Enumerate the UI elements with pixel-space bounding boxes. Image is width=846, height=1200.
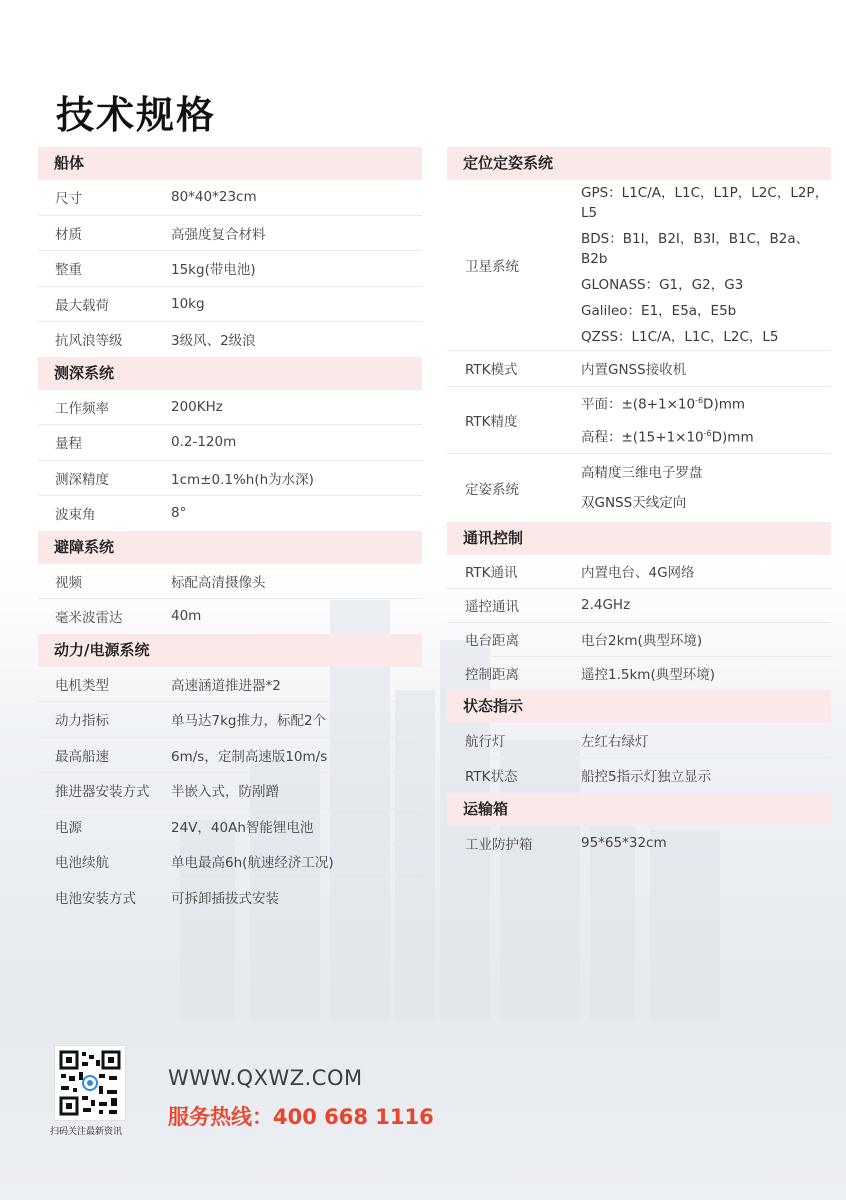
spec-row [38,180,422,216]
spec-label: RTK精度 [465,413,518,430]
spec-row [38,564,422,600]
spec-row [38,667,422,703]
spec-label: 整重 [55,262,82,279]
section-header-power: 动力/电源系统 [38,634,422,667]
spec-row-attitude [447,454,831,522]
spec-row [447,623,831,657]
spec-value: 10kg [171,295,205,312]
spec-label: 动力指标 [55,713,109,730]
spec-value: 船控5指示灯独立显示 [581,769,712,786]
spec-value: 6m/s，定制高速版10m/s [171,748,328,765]
spec-value: 标配高清摄像头 [171,574,266,591]
section-header-hull: 船体 [38,147,422,180]
spec-label: 毫米波雷达 [55,610,123,627]
rtk-vertical-precision: 高程：$\pm(15+1\times 10^{-6}D)mm$ [581,429,754,446]
spec-label: 控制距离 [465,667,519,683]
spec-value: 半嵌入式，防剐蹭 [171,784,279,801]
spec-label: 电源 [55,819,82,836]
qr-code-icon [54,1045,126,1121]
spec-label: 电机类型 [55,677,109,694]
satellite-line: GLONASS：G1，G2，G3 [581,277,744,293]
section-header-transport: 运输箱 [447,793,831,826]
spec-row [38,390,422,426]
section-header-obstacle: 避障系统 [38,531,422,564]
spec-row [38,287,422,323]
spec-label: 航行灯 [465,733,506,750]
spec-row [38,844,422,880]
spec-label: 推进器安装方式 [55,784,150,801]
section-header-positioning: 定位定姿系统 [447,147,831,180]
page-title: 技术规格 [56,93,217,137]
satellite-line: BDS：B1I，B2I，B3I，B1C，B2a、B2b [581,231,810,267]
spec-value: 内置电台、4G网络 [581,565,695,581]
spec-row [38,496,422,531]
qr-caption: 扫码关注最新资讯 [50,1127,123,1137]
spec-row [447,589,831,623]
spec-row [38,773,422,809]
attitude-line: 双GNSS天线定向 [581,494,687,511]
spec-row [447,723,831,759]
spec-row [38,738,422,774]
spec-label: 最大载荷 [55,297,109,314]
spec-value: 3级风、2级浪 [171,333,256,350]
right-spec-column [447,147,831,860]
spec-row [447,758,831,793]
spec-row [447,826,831,861]
spec-value: 80*40*23cm [171,189,257,206]
satellite-line: Galileo：E1，E5a，E5b [581,303,737,319]
spec-value: 24V，40Ah智能锂电池 [171,819,314,836]
spec-label: 量程 [55,436,82,453]
spec-label: 工业防护箱 [465,836,533,853]
spec-value: 可拆卸插拔式安装 [171,890,279,907]
spec-row [38,599,422,634]
spec-row [38,425,422,461]
website-link[interactable]: WWW.QXWZ.COM [168,1066,363,1090]
spec-row [447,657,831,690]
spec-label: RTK状态 [465,769,518,786]
spec-label: 测深精度 [55,471,109,488]
spec-value: 0.2-120m [171,434,237,451]
spec-value: 内置GNSS接收机 [581,362,687,379]
spec-row-satellite [447,180,831,351]
spec-row [38,809,422,845]
spec-row [38,461,422,497]
spec-value: 15kg(带电池) [171,262,256,279]
spec-row-rtk-precision [447,387,831,454]
spec-row [38,322,422,357]
left-spec-column [38,147,422,914]
spec-value: 单电最高6h(航速经济工况) [171,855,334,872]
spec-value: 左红右绿灯 [581,733,649,750]
spec-value: 1cm±0.1%h(h为水深) [171,471,314,488]
spec-value: 高强度复合材料 [171,226,266,243]
section-header-sounding: 测深系统 [38,357,422,390]
spec-label: 最高船速 [55,748,109,765]
spec-value: 40m [171,608,202,625]
spec-label: 电池安装方式 [55,890,136,907]
spec-value: 8° [171,505,187,522]
spec-row [38,216,422,252]
spec-value: 高速涵道推进器*2 [171,677,281,694]
spec-label: 定姿系统 [465,481,519,498]
spec-value: 电台2km(典型环境) [581,633,703,649]
service-hotline: 服务热线：400 668 1116 [168,1105,434,1129]
spec-label: 波束角 [55,507,96,524]
spec-value: 单马达7kg推力，标配2个 [171,713,327,730]
spec-row [447,555,831,589]
spec-value: 2.4GHz [581,597,631,613]
spec-label: RTK通讯 [465,565,518,581]
spec-label: 遥控通讯 [465,599,519,615]
spec-row [38,880,422,915]
spec-row [38,702,422,738]
spec-label: 材质 [55,226,82,243]
spec-label: RTK模式 [465,362,518,379]
satellite-line: GPS：L1C/A，L1C，L1P，L2C，L2P，L5 [581,185,829,221]
rtk-horizontal-precision: 平面：$\pm(8+1\times 10^{-6}D)mm$ [581,396,746,413]
spec-label: 卫星系统 [465,259,519,275]
section-header-communication: 通讯控制 [447,522,831,555]
spec-value: 遥控1.5km(典型环境) [581,667,715,683]
spec-label: 视频 [55,574,82,591]
attitude-line: 高精度三维电子罗盘 [581,464,703,481]
spec-value: 200KHz [171,398,223,415]
spec-value: 95*65*32cm [581,834,667,851]
spec-label: 抗风浪等级 [55,333,123,350]
spec-label: 电台距离 [465,633,519,649]
spec-row [447,351,831,387]
spec-label: 尺寸 [55,191,82,208]
spec-label: 工作频率 [55,400,109,417]
satellite-line: QZSS：L1C/A，L1C，L2C，L5 [581,329,779,345]
spec-row [38,251,422,287]
section-header-status: 状态指示 [447,690,831,723]
spec-label: 电池续航 [55,855,109,872]
